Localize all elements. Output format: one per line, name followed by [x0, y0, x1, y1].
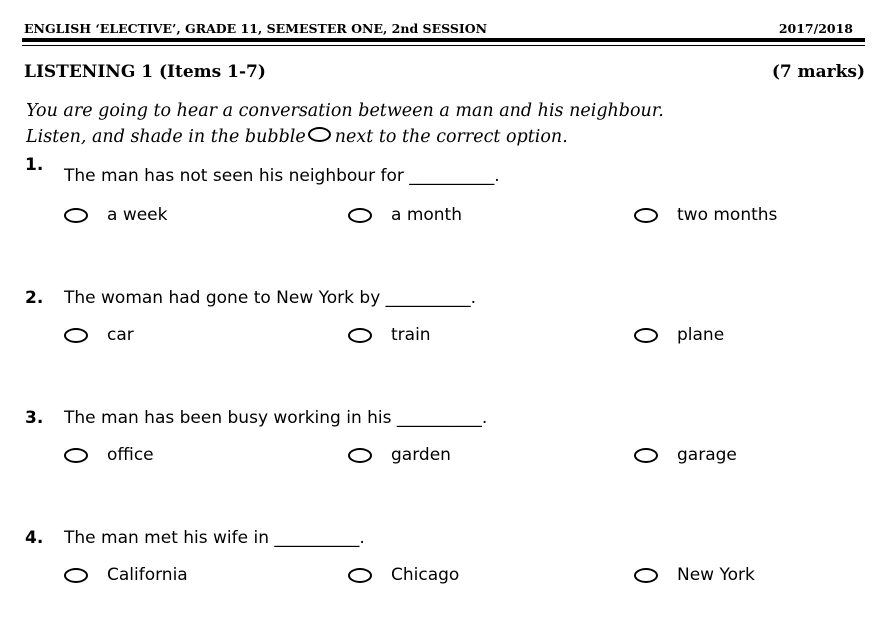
option-label: two months	[677, 205, 778, 225]
answer-bubble-icon[interactable]	[64, 448, 88, 463]
header-rule-thick	[22, 38, 865, 42]
answer-bubble-icon[interactable]	[634, 328, 658, 343]
answer-bubble-icon[interactable]	[64, 568, 88, 583]
header-rule-thin	[22, 45, 865, 46]
question-3-text: The man has been busy working in his __________.	[64, 408, 488, 428]
question-4-option-3[interactable]	[634, 565, 755, 585]
answer-bubble-icon[interactable]	[348, 568, 372, 583]
question-4-text: The man met his wife in __________.	[64, 528, 365, 548]
question-3-number: 3.	[25, 408, 44, 428]
instructions-line-1: You are going to hear a conversation between a man and his neighbour.	[26, 101, 664, 121]
exam-title: ENGLISH ‘ELECTIVE’, GRADE 11, SEMESTER ONE, 2nd SESSION	[24, 21, 488, 36]
question-4-option-2[interactable]	[348, 565, 459, 585]
question-2-text: The woman had gone to New York by __________.	[64, 288, 477, 308]
option-label: train	[391, 325, 431, 345]
answer-bubble-icon[interactable]	[348, 328, 372, 343]
option-label: California	[107, 565, 188, 585]
section-heading	[24, 62, 865, 82]
option-label: a month	[391, 205, 462, 225]
answer-bubble-icon[interactable]	[348, 448, 372, 463]
option-label: garage	[677, 445, 737, 465]
option-label: plane	[677, 325, 725, 345]
question-2-option-3[interactable]	[634, 325, 724, 345]
question-1-option-2[interactable]	[348, 205, 462, 225]
option-label: office	[107, 445, 154, 465]
instructions	[26, 98, 664, 150]
option-label: car	[107, 325, 134, 345]
answer-bubble-icon[interactable]	[348, 208, 372, 223]
answer-bubble-icon[interactable]	[64, 328, 88, 343]
page-header	[24, 18, 863, 36]
instructions-line-2-start: Listen, and shade in the bubble	[26, 127, 306, 147]
question-2-option-1[interactable]	[64, 325, 134, 345]
question-1-number: 1.	[25, 155, 44, 175]
option-label: garden	[391, 445, 451, 465]
exam-year: 2017/2018	[778, 21, 853, 36]
question-4-number: 4.	[25, 528, 44, 548]
section-title: LISTENING 1 (Items 1-7)	[24, 62, 266, 82]
instructions-line-2	[26, 124, 664, 150]
question-2-number: 2.	[25, 288, 44, 308]
question-4-option-1[interactable]	[64, 565, 188, 585]
question-1-text: The man has not seen his neighbour for __________.	[64, 166, 500, 186]
option-label: New York	[677, 565, 755, 585]
option-label: a week	[107, 205, 168, 225]
question-3-option-2[interactable]	[348, 445, 451, 465]
answer-bubble-icon[interactable]	[634, 568, 658, 583]
option-label: Chicago	[391, 565, 460, 585]
question-2-option-2[interactable]	[348, 325, 431, 345]
bubble-icon	[308, 127, 331, 142]
section-marks: (7 marks)	[771, 62, 865, 82]
question-3-option-3[interactable]	[634, 445, 737, 465]
question-1-option-1[interactable]	[64, 205, 168, 225]
answer-bubble-icon[interactable]	[634, 208, 658, 223]
instructions-line-2-end: next to the correct option.	[334, 127, 568, 147]
answer-bubble-icon[interactable]	[64, 208, 88, 223]
answer-bubble-icon[interactable]	[634, 448, 658, 463]
question-1-option-3[interactable]	[634, 205, 777, 225]
question-3-option-1[interactable]	[64, 445, 154, 465]
